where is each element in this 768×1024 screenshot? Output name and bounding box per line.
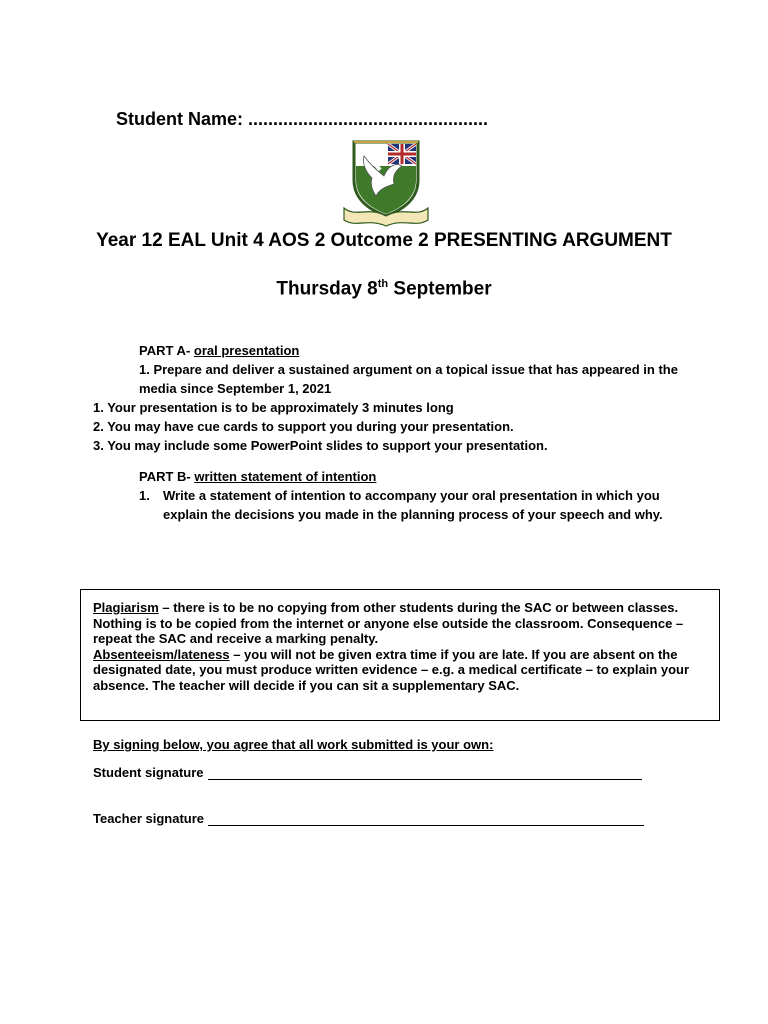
plagiarism-term: Plagiarism [93, 600, 159, 615]
document-title: Year 12 EAL Unit 4 AOS 2 Outcome 2 PRESENTING ARGUMENT [96, 230, 672, 251]
student-signature-label: Student signature [93, 765, 204, 780]
date-suffix: September [388, 278, 492, 300]
list-number: 1. [139, 488, 150, 503]
student-signature-row [93, 765, 642, 780]
part-b-title: written statement of intention [194, 469, 377, 484]
plagiarism-text: – there is to be no copying from other students during the SAC or between classes. Nothing is to be copied from the internet or anyone else outside the classroom. Consequence – repeat the SAC and receive a marking penalty. [93, 600, 684, 646]
part-b-instruction [139, 486, 674, 524]
absenteeism-term: Absenteeism/lateness [93, 646, 230, 662]
teacher-signature-line[interactable] [208, 813, 644, 826]
teacher-signature-row [93, 811, 644, 826]
list-item: 3. You may include some PowerPoint slides to support your presentation. [93, 438, 548, 453]
rules-box [80, 589, 720, 721]
part-b-label: PART B- [139, 469, 195, 484]
date-superscript: th [377, 278, 389, 290]
student-name-field[interactable]: Student Name: ................................................ [116, 109, 489, 129]
part-b-heading [139, 467, 376, 486]
list-item: 1. Your presentation is to be approximately 3 minutes long [93, 400, 454, 415]
agreement-statement: By signing below, you agree that all work submitted is your own: [93, 737, 494, 752]
absenteeism-text: – you will not be given extra time if you are late. If you are absent on the designated date, you must produce written evidence – e.g. a medical certificate – to explain your absence. The teacher will decide if you can sit a supplementary SAC. [93, 646, 690, 693]
part-a-title: oral presentation [193, 343, 300, 358]
part-a-heading [139, 341, 299, 360]
assessment-date [84, 278, 684, 300]
school-crest-logo [336, 136, 436, 228]
part-a-instruction: 1. Prepare and deliver a sustained argument on a topical issue that has appeared in the media since September 1, 2021 [139, 362, 678, 396]
student-signature-line[interactable] [208, 767, 642, 780]
list-item: 2. You may have cue cards to support you during your presentation. [93, 419, 514, 434]
date-prefix: Thursday 8 [276, 278, 378, 300]
teacher-signature-label: Teacher signature [93, 811, 205, 826]
part-a-requirements-list [93, 398, 548, 455]
part-b-instruction-text: Write a statement of intention to accompany your oral presentation in which you explain the decisions you made in the planning process of your speech and why. [163, 488, 663, 522]
part-a-label: PART A- [139, 343, 194, 358]
